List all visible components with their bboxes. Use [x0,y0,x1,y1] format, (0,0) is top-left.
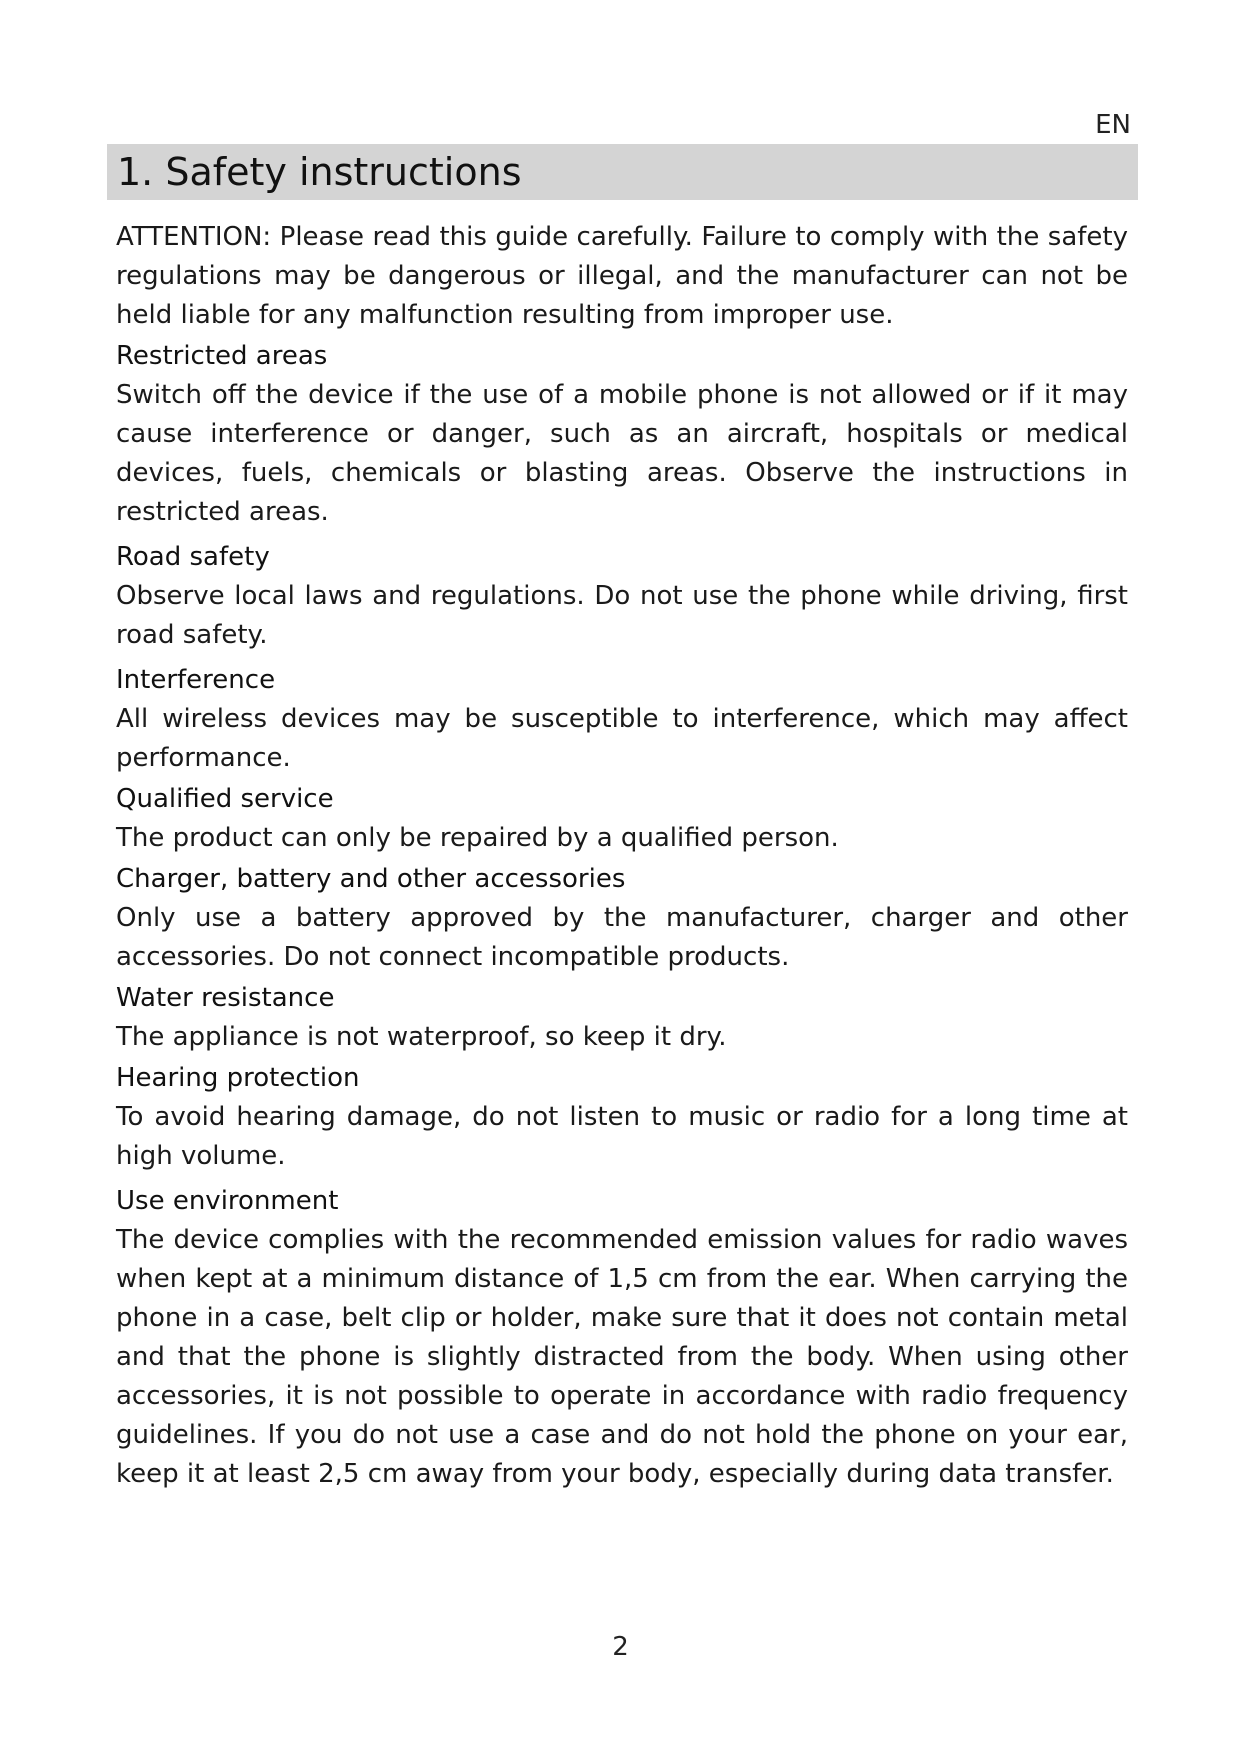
section-body: Observe local laws and regulations. Do not use the phone while driving, first road safety. [116,581,1128,650]
section-body: The product can only be repaired by a qualified person. [116,823,839,853]
section-body: The appliance is not waterproof, so keep it dry. [116,1022,727,1052]
section-body: Switch off the device if the use of a mobile phone is not allowed or if it may cause interference or danger, such as an aircraft, hospitals or medical devices, fuels, chemicals or blasting areas. Observe the instructions in restricted areas. [116,380,1128,527]
section-body: The device complies with the recommended emission values for radio waves when kept at a minimum distance of 1,5 cm from the ear. When carrying the phone in a case, belt clip or holder, make sure that it does not contain metal and that the phone is slightly distracted from the body. When using other accessories, it is not possible to operate in accordance with radio frequency guidelines. If you do not use a case and do not hold the phone on your ear, keep it at least 2,5 cm away from your body, especially during data transfer. [116,1225,1128,1489]
section-body: Only use a battery approved by the manufacturer, charger and other accessories. Do not connect incompatible products. [116,903,1128,972]
language-label: EN [1095,110,1131,140]
section-interference [116,661,1128,778]
section-body: All wireless devices may be susceptible to interference, which may affect performance. [116,704,1128,773]
section-water-resistance [116,979,1128,1057]
section-body: To avoid hearing damage, do not listen to music or radio for a long time at high volume. [116,1102,1128,1171]
section-heading: Water resistance [116,983,335,1013]
section-heading: Interference [116,665,276,695]
section-charger-battery [116,860,1128,977]
section-heading: Road safety [116,542,270,572]
section-heading: Restricted areas [116,341,328,371]
document-body [116,218,1128,1494]
section-heading: Use environment [116,1186,339,1216]
page-title: 1. Safety instructions [117,150,522,194]
intro-paragraph: ATTENTION: Please read this guide carefully. Failure to comply with the safety regulations may be dangerous or illegal, and the manufacturer can not be held liable for any malfunction resulting from improper use. [116,222,1128,330]
section-use-environment [116,1182,1128,1494]
section-heading: Charger, battery and other accessories [116,864,626,894]
section-restricted-areas [116,337,1128,532]
section-hearing-protection [116,1059,1128,1176]
section-title-bar [107,144,1138,200]
section-heading: Qualified service [116,784,334,814]
section-heading: Hearing protection [116,1063,360,1093]
page-number: 2 [612,1632,629,1662]
section-qualified-service [116,780,1128,858]
section-road-safety [116,538,1128,655]
